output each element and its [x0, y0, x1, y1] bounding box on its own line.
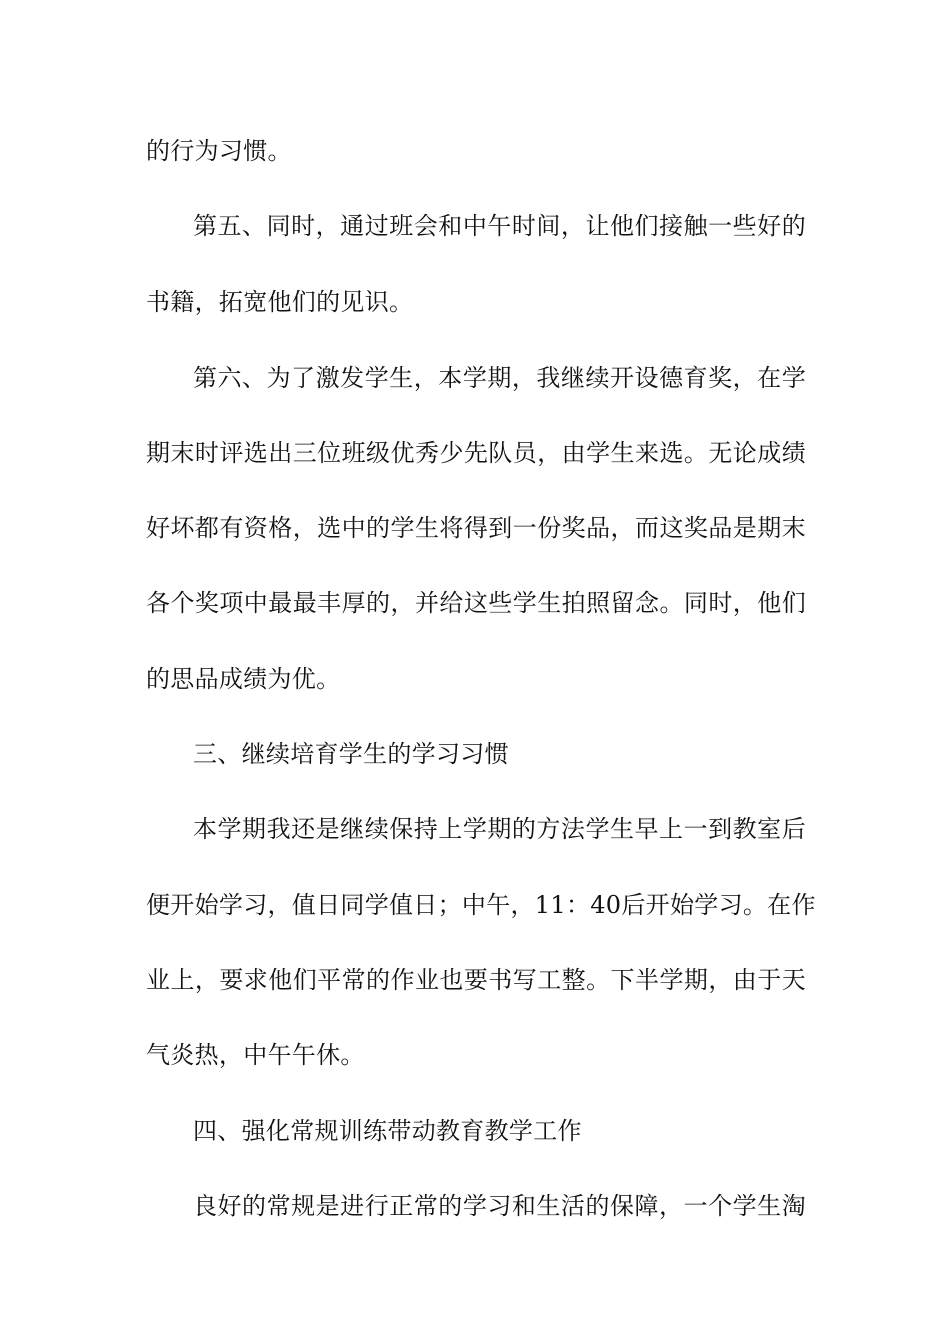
text-line: 好坏都有资格，选中的学生将得到一份奖品，而这奖品是期末	[146, 514, 806, 542]
paragraph-start-line: 第六、为了激发学生，本学期，我继续开设德育奖，在学	[193, 364, 806, 392]
paragraph-start-line: 良好的常规是进行正常的学习和生活的保障，一个学生淘	[193, 1192, 806, 1220]
section-heading: 三、继续培育学生的学习习惯	[193, 740, 509, 768]
text-line: 书籍，拓宽他们的见识。	[146, 288, 414, 316]
text-line: 便开始学习，值日同学值日；中午，11：40后开始学习。在作	[146, 891, 816, 919]
text-line: 业上，要求他们平常的作业也要书写工整。下半学期，由于天	[146, 966, 806, 994]
section-heading: 四、强化常规训练带动教育教学工作	[193, 1117, 582, 1145]
text-line: 各个奖项中最最丰厚的，并给这些学生拍照留念。同时，他们	[146, 589, 806, 617]
paragraph-start-line: 本学期我还是继续保持上学期的方法学生早上一到教室后	[193, 815, 806, 843]
text-line: 期末时评选出三位班级优秀少先队员，由学生来选。无论成绩	[146, 439, 806, 467]
text-line: 的思品成绩为优。	[146, 665, 341, 693]
text-line: 气炎热，中午午休。	[146, 1041, 365, 1069]
paragraph-start-line: 第五、同时，通过班会和中午时间，让他们接触一些好的	[193, 212, 806, 240]
text-line: 的行为习惯。	[146, 137, 292, 165]
